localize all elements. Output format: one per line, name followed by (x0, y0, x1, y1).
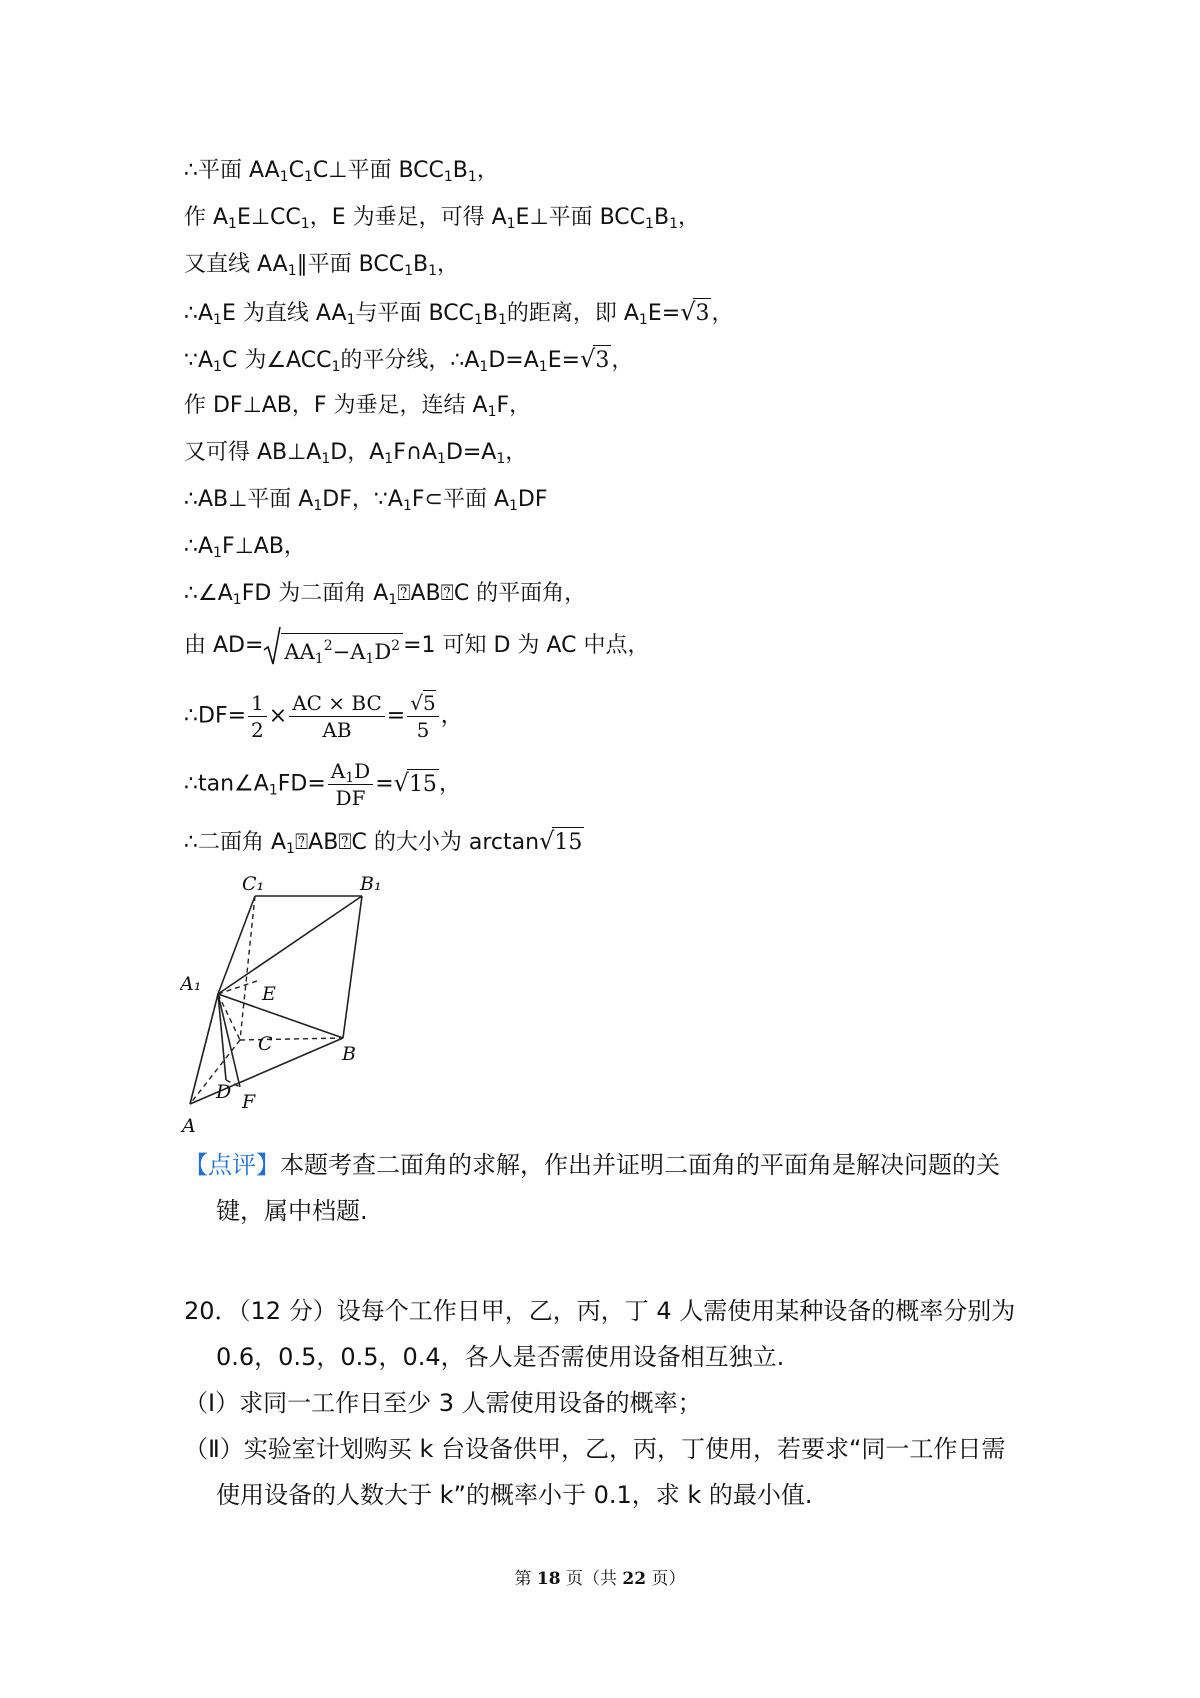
solution-line-4: $\therefore A_1E$ 为直线 $AA_1$与平面 $BCC_1B_1$的距离，即 $A_1E=√3$， (184, 298, 734, 328)
problem-20 (184, 1288, 1034, 1518)
problem-20-part-2-cont: 使用设备的人数大于 k”的概率小于 0.1，求 k 的最小值. (216, 1481, 813, 1509)
problem-20-part-2: （Ⅱ）实验室计划购买 k 台设备供甲，乙，丙，丁使用，若要求“同一工作日需 (184, 1435, 1006, 1463)
solution-line-3: 又直线 $AA_1\parallel$平面 $BCC_1B_1$， (184, 252, 460, 279)
label-d: D (216, 1081, 232, 1103)
label-b1: B₁ (360, 873, 382, 895)
problem-20-part-1: （Ⅰ）求同一工作日至少 3 人需使用设备的概率； (184, 1389, 702, 1417)
label-a: A (182, 1115, 196, 1137)
page-number: 18 (536, 1569, 561, 1589)
label-e: E (262, 983, 276, 1005)
sqrt-3: √3 (580, 344, 611, 376)
fraction-half: $\frac{1}{2}$ (248, 690, 267, 743)
label-c1: C₁ (242, 873, 265, 895)
label-c: C (258, 1033, 273, 1055)
solution-line-8: ∴AB⊥平面 $A_1DF$，$\because A_1F\subset$平面 $A_1DF$ (184, 487, 548, 514)
problem-20-line-1: 20．（12 分）设每个工作日甲，乙，丙，丁 4 人需使用某种设备的概率分别为 (184, 1297, 1016, 1325)
page-total: 22 (622, 1569, 647, 1589)
fraction-sqrt5-5: $\frac{√5}{5}$ (407, 690, 438, 743)
solution-line-1: ∴平面 $AA_1C_1C\perp$平面 $BCC_1B_1$， (184, 158, 499, 185)
solution-line-10: $\therefore\angle A_1FD$ 为二面角 $A_1⍰AB⍰C$ 的平面角， (184, 581, 587, 608)
label-a1: A₁ (180, 973, 202, 995)
sqrt-3: √3 (680, 297, 711, 329)
sqrt-15: √15 (394, 768, 439, 800)
comment-line-2: 键，属中档题. (216, 1197, 368, 1225)
prism-diagram (180, 870, 400, 1140)
sqrt-15: √15 (539, 826, 584, 858)
solution-line-6: 作 DF⊥AB，F 为垂足，连结 $A_1F$， (184, 393, 532, 420)
solution-line-14: ∴二面角 $A_1⍰AB⍰C$ 的大小为 arctan√15 (184, 827, 583, 857)
solution-line-7: 又可得 $AB\perp A_1D$，$A_1F\cap A_1D=A_1$， (184, 440, 528, 467)
problem-20-line-2: 0.6，0.5，0.5，0.4，各人是否需使用设备相互独立. (216, 1343, 785, 1371)
fraction-a1d-df: $\frac{A_1D}{DF}$ (328, 758, 373, 811)
label-b: B (342, 1043, 356, 1065)
solution-line-2: 作 $A_1E\perp CC_1$，E 为垂足，可得 $A_1E\perp$平面 $BCC_1B_1$， (184, 205, 700, 232)
comment-line-1: 【点评】本题考查二面角的求解，作出并证明二面角的平面角是解决问题的关 (184, 1151, 1000, 1179)
sqrt-aa1-a1d: $AA_1^2-A_1D^2$ (263, 626, 403, 666)
comment-tag: 【点评】 (184, 1151, 280, 1179)
solution-line-5: $\because A_1C$ 为$\angle ACC_1$的平分线，$\therefore A_1D=A_1E=√3$， (184, 345, 634, 375)
solution-line-12: ∴DF= $\frac{1}{2}$ × $\frac{AC \times BC}{AB}$ = $\frac{√5}{5}$ ， (184, 691, 463, 742)
solution-line-9: $\therefore A_1F\perp AB$， (184, 534, 306, 561)
page-footer: 第 18 页（共 22 页） (514, 1569, 686, 1589)
label-f: F (242, 1091, 256, 1113)
comment-block (184, 1142, 1034, 1234)
solution-line-13: $\therefore\tan\angle A_1FD=$ $\frac{A_1D}{DF}$ =√15， (184, 759, 461, 810)
fraction-acbc-ab: $\frac{AC \times BC}{AB}$ (289, 690, 385, 743)
solution-line-11: 由 AD= $AA_1^2-A_1D^2$ =1 可知 D 为 AC 中点， (184, 626, 649, 666)
